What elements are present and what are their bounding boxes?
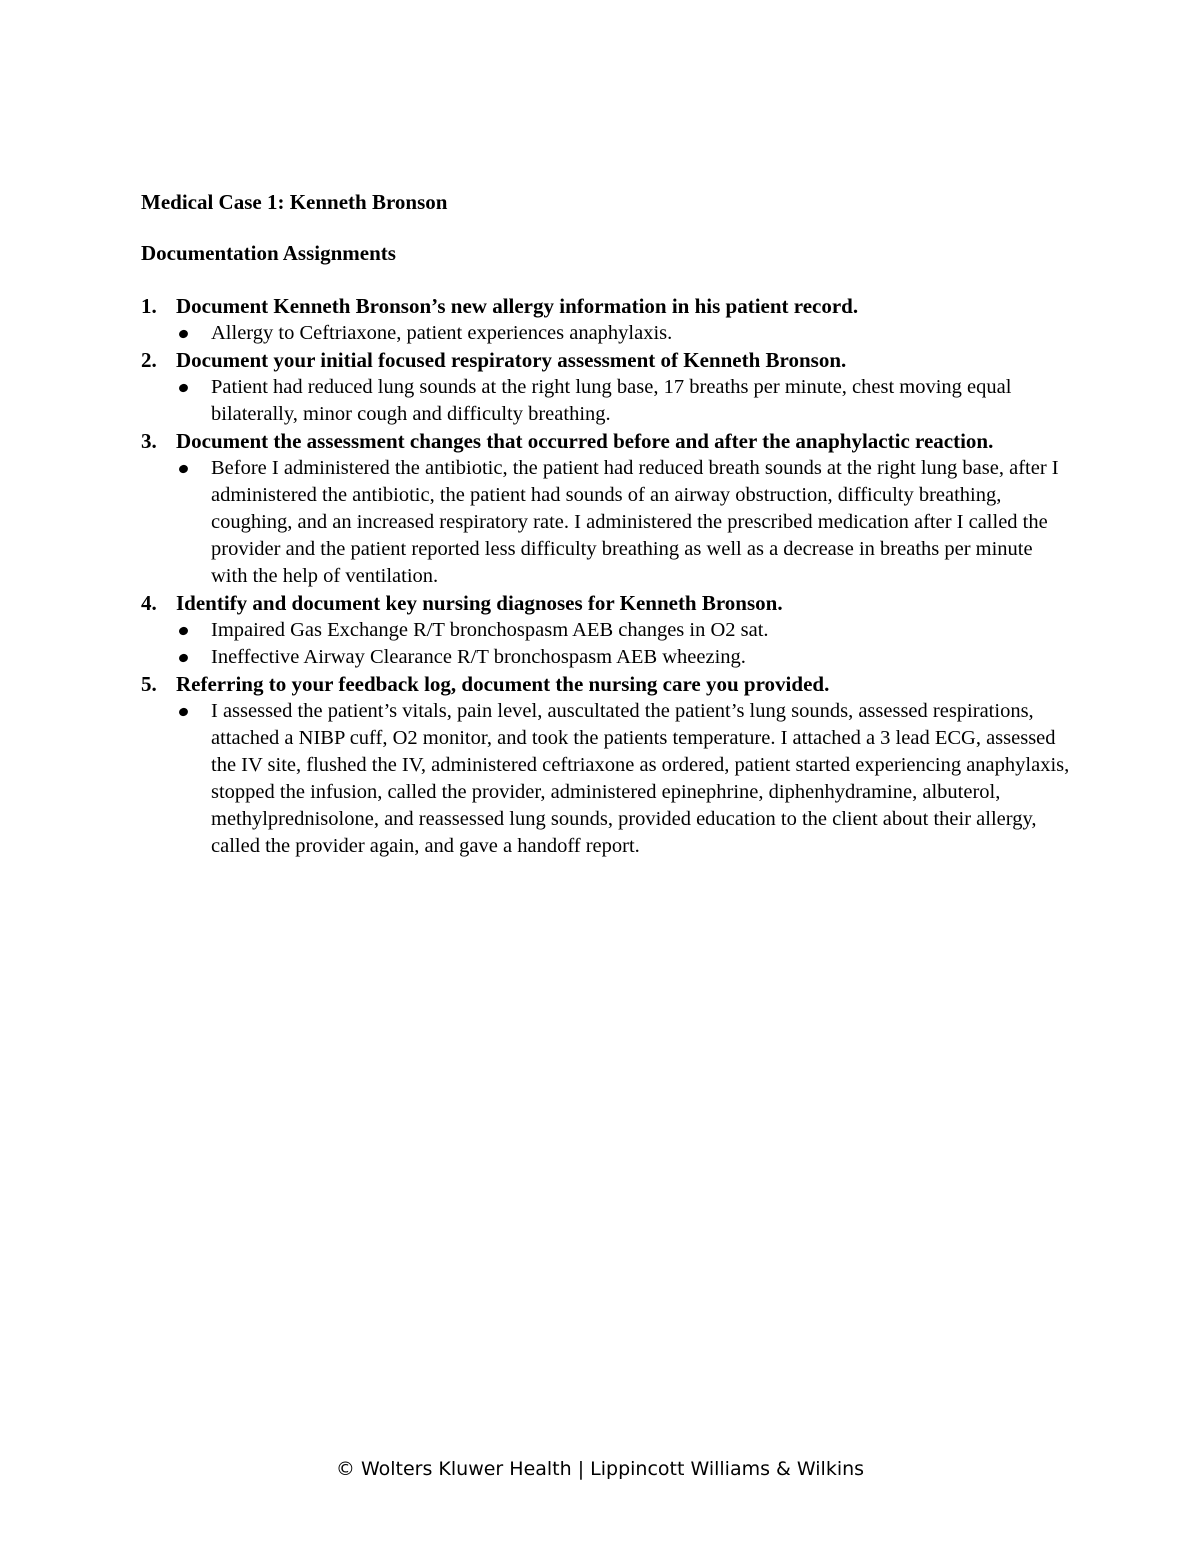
- document-subtitle: Documentation Assignments: [141, 241, 396, 265]
- answer-list: [176, 320, 1071, 347]
- answer-list: [176, 455, 1071, 590]
- answer-text: Impaired Gas Exchange R/T bronchospasm AEB changes in O2 sat.: [211, 619, 769, 641]
- bullet-icon: [178, 707, 189, 718]
- answer-text: I assessed the patient’s vitals, pain level, auscultated the patient’s lung sounds, assessed respirations, attached a NIBP cuff, O2 monitor, and took the patients temperature. I attached a 3 lead ECG, assessed the IV site, flushed the IV, administered ceftriaxone as ordered, patient started experiencing anaphylaxis, stopped the infusion, called the provider, administered epinephrine, diphenhydramine, albuterol, methylprednisolone, and reassessed lung sounds, provided education to the client about their allergy, called the provider again, and gave a handoff report.: [211, 700, 1070, 857]
- answer-list: [176, 374, 1071, 428]
- assignment-number: 3.: [141, 429, 157, 453]
- answer-text: Patient had reduced lung sounds at the right lung base, 17 breaths per minute, chest moving equal bilaterally, minor cough and difficulty breathing.: [211, 376, 1012, 425]
- bullet-icon: [178, 329, 189, 340]
- assignment-question: Document the assessment changes that occurred before and after the anaphylactic reaction.: [176, 429, 994, 453]
- assignment-item: [141, 671, 1071, 860]
- assignment-question: Identify and document key nursing diagnoses for Kenneth Bronson.: [176, 591, 783, 615]
- assignment-question: Referring to your feedback log, document the nursing care you provided.: [176, 672, 830, 696]
- answer-item: [176, 374, 1071, 428]
- answer-text: Before I administered the antibiotic, the patient had reduced breath sounds at the right lung base, after I administered the antibiotic, the patient had sounds of an airway obstruction, difficulty breathing, coughing, and an increased respiratory rate. I administered the prescribed medication after I called the provider and the patient reported less difficulty breathing as well as a decrease in breaths per minute with the help of ventilation.: [211, 457, 1059, 587]
- answer-item: [176, 644, 1071, 671]
- assignment-number: 4.: [141, 591, 157, 615]
- answer-list: [176, 617, 1071, 671]
- answer-item: [176, 320, 1071, 347]
- answer-text: Allergy to Ceftriaxone, patient experiences anaphylaxis.: [211, 322, 673, 344]
- answer-item: [176, 698, 1071, 860]
- assignment-number: 5.: [141, 672, 157, 696]
- assignment-question: Document your initial focused respiratory assessment of Kenneth Bronson.: [176, 348, 847, 372]
- assignment-item: [141, 590, 1071, 671]
- document-title: Medical Case 1: Kenneth Bronson: [141, 190, 448, 214]
- assignment-item: [141, 293, 1071, 347]
- assignment-list: [141, 293, 1071, 860]
- bullet-icon: [178, 464, 189, 475]
- document-body: [141, 188, 1071, 860]
- copyright-footer: © Wolters Kluwer Health | Lippincott Williams & Wilkins: [335, 1458, 865, 1480]
- answer-item: [176, 617, 1071, 644]
- answer-list: [176, 698, 1071, 860]
- answer-item: [176, 455, 1071, 590]
- assignment-question: Document Kenneth Bronson’s new allergy information in his patient record.: [176, 294, 859, 318]
- bullet-icon: [178, 653, 189, 664]
- answer-text: Ineffective Airway Clearance R/T bronchospasm AEB wheezing.: [211, 646, 746, 668]
- assignment-item: [141, 347, 1071, 428]
- assignment-item: [141, 428, 1071, 590]
- bullet-icon: [178, 626, 189, 637]
- bullet-icon: [178, 383, 189, 394]
- assignment-number: 2.: [141, 348, 157, 372]
- assignment-number: 1.: [141, 294, 157, 318]
